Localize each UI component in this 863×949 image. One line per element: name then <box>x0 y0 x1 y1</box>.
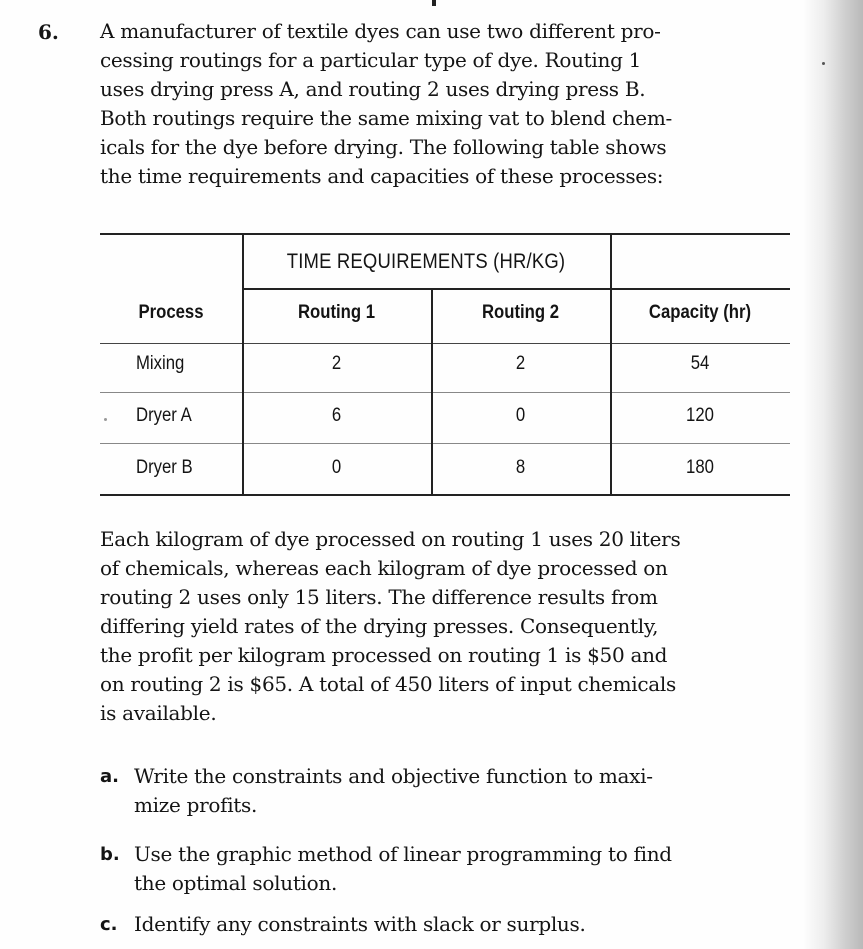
table-top-rule <box>100 233 790 235</box>
table-cell-routing1: 2 <box>331 353 342 374</box>
table-cell-routing2: 2 <box>515 353 526 374</box>
details-line: on routing 2 is $65. A total of 450 liters of input chemicals <box>100 672 676 696</box>
row-rule <box>100 443 790 444</box>
intro-line: uses drying press A, and routing 2 uses drying press B. <box>100 77 646 101</box>
table-cell-process: Dryer A <box>136 405 192 426</box>
table-cell-routing2: 8 <box>515 457 526 478</box>
question-intro <box>100 17 800 191</box>
table-cell-process: Mixing <box>136 353 185 374</box>
page-speck <box>822 62 825 65</box>
page-top-mark <box>432 0 436 6</box>
group-header-rule <box>242 288 790 290</box>
intro-line: A manufacturer of textile dyes can use two different pro- <box>100 19 661 43</box>
table-cell-routing1: 6 <box>331 405 342 426</box>
details-line: the profit per kilogram processed on routing 1 is $50 and <box>100 643 668 667</box>
question-details <box>100 525 800 728</box>
sub-question-line: mize profits. <box>134 793 258 817</box>
sub-question-label: a. <box>100 766 119 787</box>
sub-question-line: the optimal solution. <box>134 871 338 895</box>
sub-question-text <box>134 910 794 939</box>
time-requirements-table <box>100 228 790 498</box>
intro-line: the time requirements and capacities of these processes: <box>100 164 664 188</box>
details-line: of chemicals, whereas each kilogram of dye processed on <box>100 556 668 580</box>
column-rule <box>242 233 244 496</box>
sub-question-line: Write the constraints and objective function to maxi- <box>134 764 653 788</box>
sub-question-text <box>134 762 794 820</box>
column-rule <box>610 233 612 496</box>
sub-question-label: c. <box>100 914 118 935</box>
table-cell-routing2: 0 <box>515 405 526 426</box>
col-header-routing2: Routing 2 <box>481 302 560 323</box>
sub-question-label: b. <box>100 844 120 865</box>
table-cell-capacity: 180 <box>686 457 714 478</box>
details-line: differing yield rates of the drying presses. Consequently, <box>100 614 659 638</box>
column-rule <box>431 288 433 496</box>
details-line: Each kilogram of dye processed on routing 1 uses 20 liters <box>100 527 681 551</box>
group-header: TIME REQUIREMENTS (HR/KG) <box>286 250 566 273</box>
intro-line: cessing routings for a particular type of dye. Routing 1 <box>100 48 642 72</box>
row-rule <box>100 392 790 393</box>
question-number: 6. <box>38 20 59 44</box>
intro-line: Both routings require the same mixing vat to blend chem- <box>100 106 672 130</box>
intro-line: icals for the dye before drying. The following table shows <box>100 135 667 159</box>
col-header-process: Process <box>138 302 204 323</box>
header-rule <box>100 343 790 344</box>
table-cell-capacity: 54 <box>690 353 710 374</box>
table-cell-routing1: 0 <box>331 457 342 478</box>
sub-question-line: Use the graphic method of linear programming to find <box>134 842 672 866</box>
col-header-capacity: Capacity (hr) <box>648 302 752 323</box>
table-cell-capacity: 120 <box>686 405 714 426</box>
details-line: routing 2 uses only 15 liters. The difference results from <box>100 585 658 609</box>
table-cell-process: Dryer B <box>136 457 193 478</box>
details-line: is available. <box>100 701 217 725</box>
sub-question-text <box>134 840 794 898</box>
page-spine-shadow <box>803 0 863 949</box>
sub-question-line: Identify any constraints with slack or surplus. <box>134 912 586 936</box>
col-header-routing1: Routing 1 <box>297 302 376 323</box>
table-bottom-rule <box>100 494 790 496</box>
